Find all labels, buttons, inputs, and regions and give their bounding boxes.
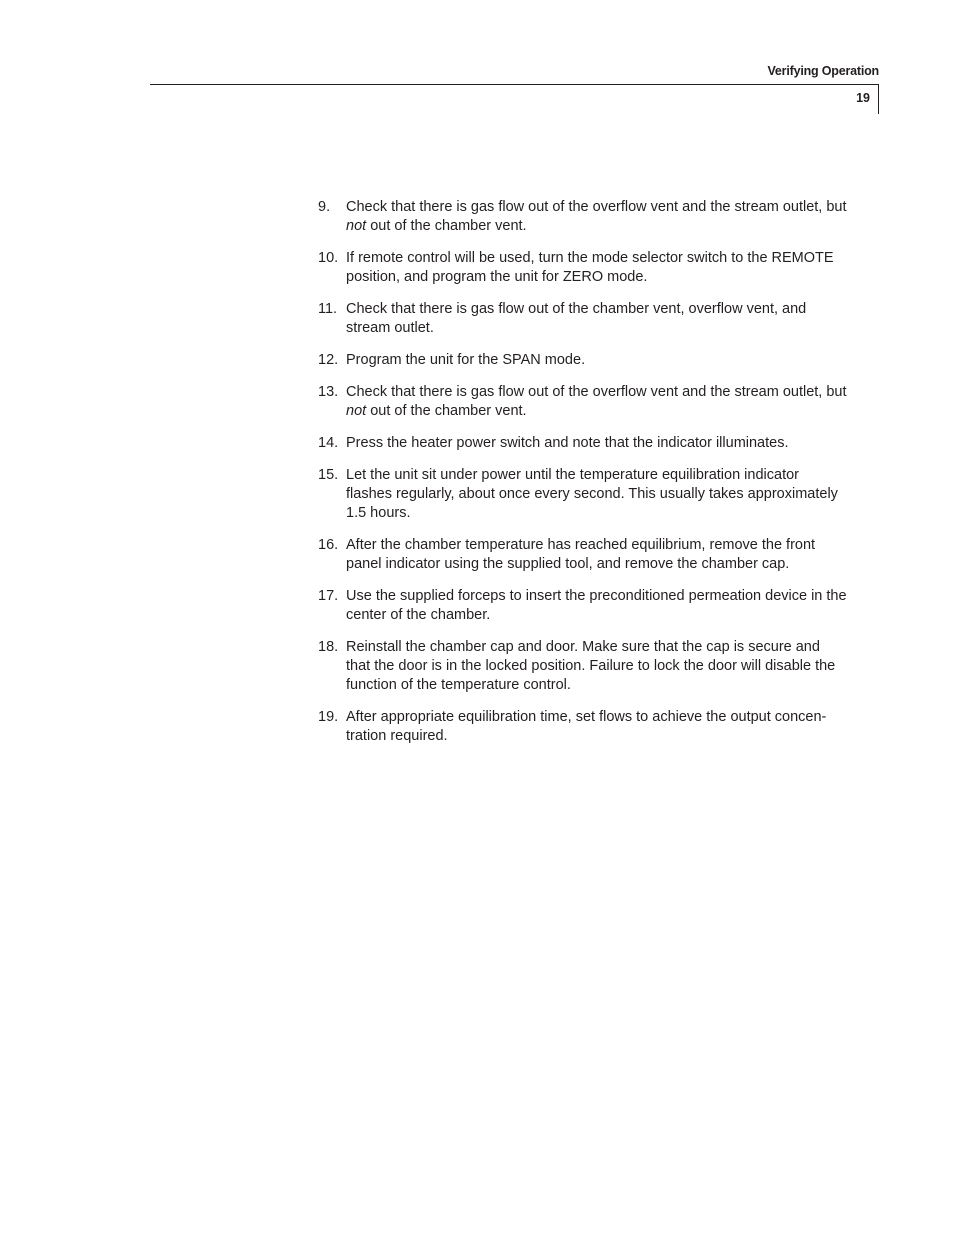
step-17	[318, 587, 848, 625]
step-number: 11.	[318, 301, 338, 317]
step-12	[318, 351, 848, 370]
header-rule	[150, 84, 879, 85]
step-number: 19.	[318, 709, 339, 725]
step-number: 15.	[318, 467, 339, 483]
step-text: Check that there is gas flow out of the overflow vent and the stream outlet, but not out of the chamber vent.	[346, 199, 847, 234]
step-10	[318, 249, 848, 287]
step-text: Check that there is gas flow out of the overflow vent and the stream outlet, but not out of the chamber vent.	[346, 384, 847, 419]
step-number: 18.	[318, 639, 339, 655]
step-number: 14.	[318, 435, 339, 451]
step-text: After the chamber temperature has reached equilibrium, remove the front panel indicator using the supplied tool, and remove the chamber cap.	[346, 537, 816, 572]
step-text: After appropriate equilibration time, set flows to achieve the output concen-tration required.	[346, 709, 827, 744]
step-text: Check that there is gas flow out of the chamber vent, overflow vent, and stream outlet.	[346, 301, 807, 336]
step-text: If remote control will be used, turn the mode selector switch to the REMOTE position, and program the unit for ZERO mode.	[346, 250, 834, 285]
step-number: 12.	[318, 352, 339, 368]
emphasis: not	[346, 403, 367, 419]
step-11	[318, 300, 848, 338]
page-tab-divider	[878, 84, 879, 114]
step-text: Program the unit for the SPAN mode.	[346, 352, 586, 368]
step-9	[318, 198, 848, 236]
step-19	[318, 708, 848, 746]
step-16	[318, 536, 848, 574]
page-number: 19	[856, 91, 870, 105]
step-15	[318, 466, 848, 523]
section-title: Verifying Operation	[767, 64, 879, 78]
step-14	[318, 434, 848, 453]
step-text: Let the unit sit under power until the temperature equilibration indicator flashes regularly, about once every second. This usually takes approximately 1.5 hours.	[346, 467, 838, 521]
emphasis: not	[346, 218, 367, 234]
step-number: 17.	[318, 588, 339, 604]
procedure-steps	[318, 198, 848, 759]
step-text: Use the supplied forceps to insert the preconditioned permeation device in the center of the chamber.	[346, 588, 847, 623]
step-number: 10.	[318, 250, 339, 266]
step-number: 13.	[318, 384, 339, 400]
step-13	[318, 383, 848, 421]
step-text: Press the heater power switch and note that the indicator illuminates.	[346, 435, 789, 451]
step-number: 9.	[318, 199, 331, 215]
step-18	[318, 638, 848, 695]
step-number: 16.	[318, 537, 339, 553]
step-text: Reinstall the chamber cap and door. Make sure that the cap is secure and that the door is in the locked position. Failure to lock the door will disable the function of the temperature control.	[346, 639, 836, 693]
